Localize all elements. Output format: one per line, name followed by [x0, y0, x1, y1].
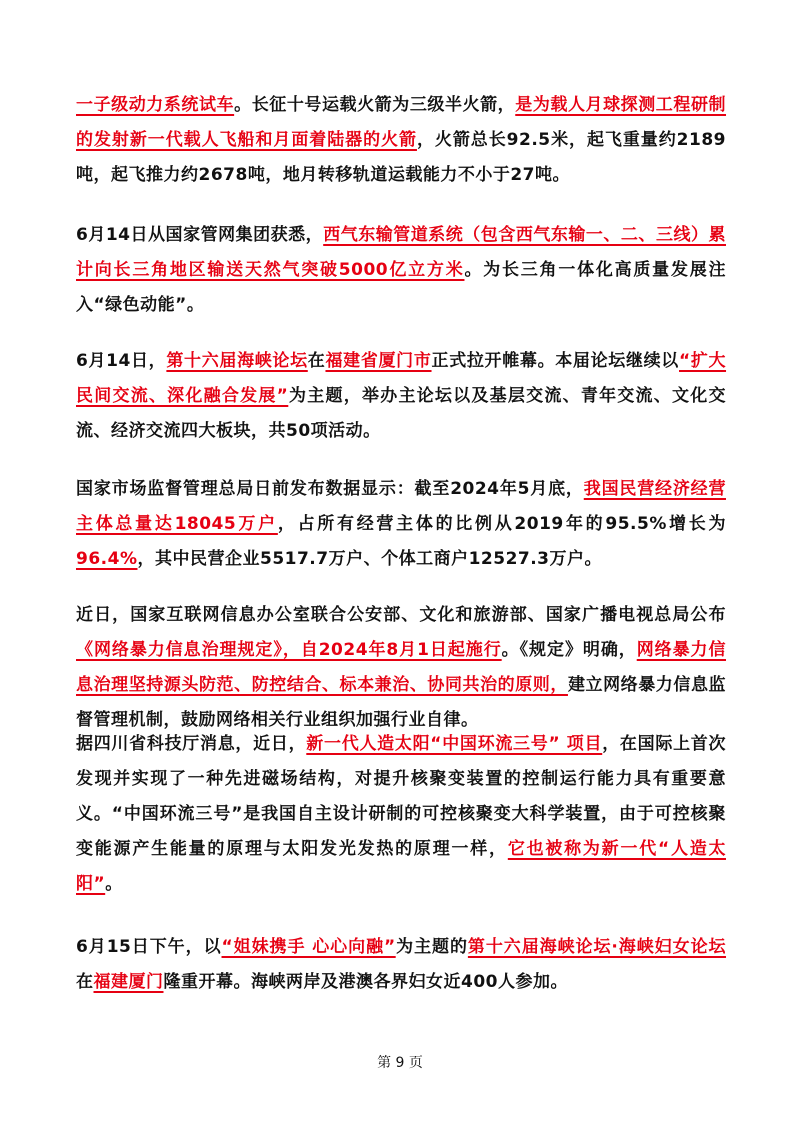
- body-text: 6月14日从国家管网集团获悉，: [76, 225, 324, 245]
- body-text: 在: [76, 972, 94, 992]
- paragraph-women-forum: [76, 930, 726, 1000]
- body-text: 据四川省科技厅消息，近日，: [76, 734, 307, 754]
- body-text: 为主题的: [395, 937, 468, 957]
- highlighted-text: 第十六届海峡论坛: [166, 351, 308, 371]
- highlighted-text: 新一代人造太阳“中国环流三号” 项目: [306, 734, 603, 754]
- body-text: 近日，国家互联网信息办公室联合公安部、文化和旅游部、国家广播电视总局公布: [76, 605, 726, 625]
- body-text: 在: [307, 351, 326, 371]
- highlighted-text: 它也被称为新一代“人造太阳”: [76, 839, 726, 894]
- body-text: ，火箭总长92.5米，起飞重量约2189吨，起飞推力约2678吨，地月转移轨道运载能力不小于27吨。: [76, 130, 726, 185]
- paragraph-artificial-sun: [76, 727, 726, 902]
- highlighted-text: 福建厦门: [93, 972, 164, 992]
- paragraph-cyber-violence: [76, 598, 726, 738]
- body-text: 。: [105, 874, 123, 894]
- highlighted-text: 96.4%: [76, 549, 138, 569]
- body-text: 为主题，举办主论坛以及基层交流、青年交流、文化交流、经济交流四大板块，共50项活动。: [76, 386, 726, 441]
- highlighted-text: 西气东输管道系统（包含西气东输一、二、三线）累计向长三角地区输送天然气突破5000亿立方米: [76, 225, 726, 280]
- highlighted-text: 是为载人月球探测工程研制的发射新一代载人飞船和月面着陆器的火箭: [76, 95, 727, 150]
- body-text: ，在国际上首次发现并实现了一种先进磁场结构，对提升核聚变装置的控制运行能力具有重要意义。“中国环流三号”是我国自主设计研制的可控核聚变大科学装置，由于可控核聚变能源产生能量的原理与太阳发光发热的原理一样，: [76, 734, 727, 859]
- body-text: ，占所有经营主体的比例从2019年的95.5%增长为: [277, 514, 726, 534]
- body-text: 隆重开幕。海峡两岸及港澳各界妇女近400人参加。: [163, 972, 568, 992]
- highlighted-text: 网络暴力信息治理坚持源头防范、防控结合、标本兼治、协同共治的原则，: [76, 640, 726, 695]
- body-text: 6月14日，: [76, 351, 167, 371]
- paragraph-strait-forum: [76, 344, 726, 449]
- body-text: 建立网络暴力信息监督管理机制，鼓励网络相关行业组织加强行业自律。: [76, 675, 727, 730]
- highlighted-text: 《网络暴力信息治理规定》，自2024年8月1日起施行: [76, 640, 502, 660]
- page-number: 第 9 页: [377, 1055, 423, 1071]
- paragraph-rocket: [76, 88, 726, 193]
- body-text: 。长征十号运载火箭为三级半火箭，: [234, 95, 516, 115]
- highlighted-text: “扩大民间交流、深化融合发展”: [76, 351, 727, 406]
- body-text: 。《规定》明确，: [501, 640, 637, 660]
- highlighted-text: “姐妹携手 心心向融”: [221, 937, 396, 957]
- paragraph-gas-pipeline: [76, 218, 726, 323]
- body-text: 。为长三角一体化高质量发展注入“绿色动能”。: [76, 260, 726, 315]
- highlighted-text: 一子级动力系统试车: [76, 95, 235, 115]
- paragraph-private-economy: [76, 472, 726, 577]
- body-text: 正式拉开帷幕。本届论坛继续以: [431, 351, 679, 371]
- highlighted-text: 第十六届海峡论坛·海峡妇女论坛: [467, 937, 727, 957]
- body-text: ，其中民营企业5517.7万户、个体工商户12527.3万户。: [137, 549, 603, 569]
- body-text: 国家市场监督管理总局日前发布数据显示：截至2024年5月底，: [76, 479, 584, 499]
- body-text: 6月15日下午，以: [76, 937, 222, 957]
- highlighted-text: 福建省厦门市: [325, 351, 432, 371]
- highlighted-text: 我国民营经济经营主体总量达18045万户: [76, 479, 726, 534]
